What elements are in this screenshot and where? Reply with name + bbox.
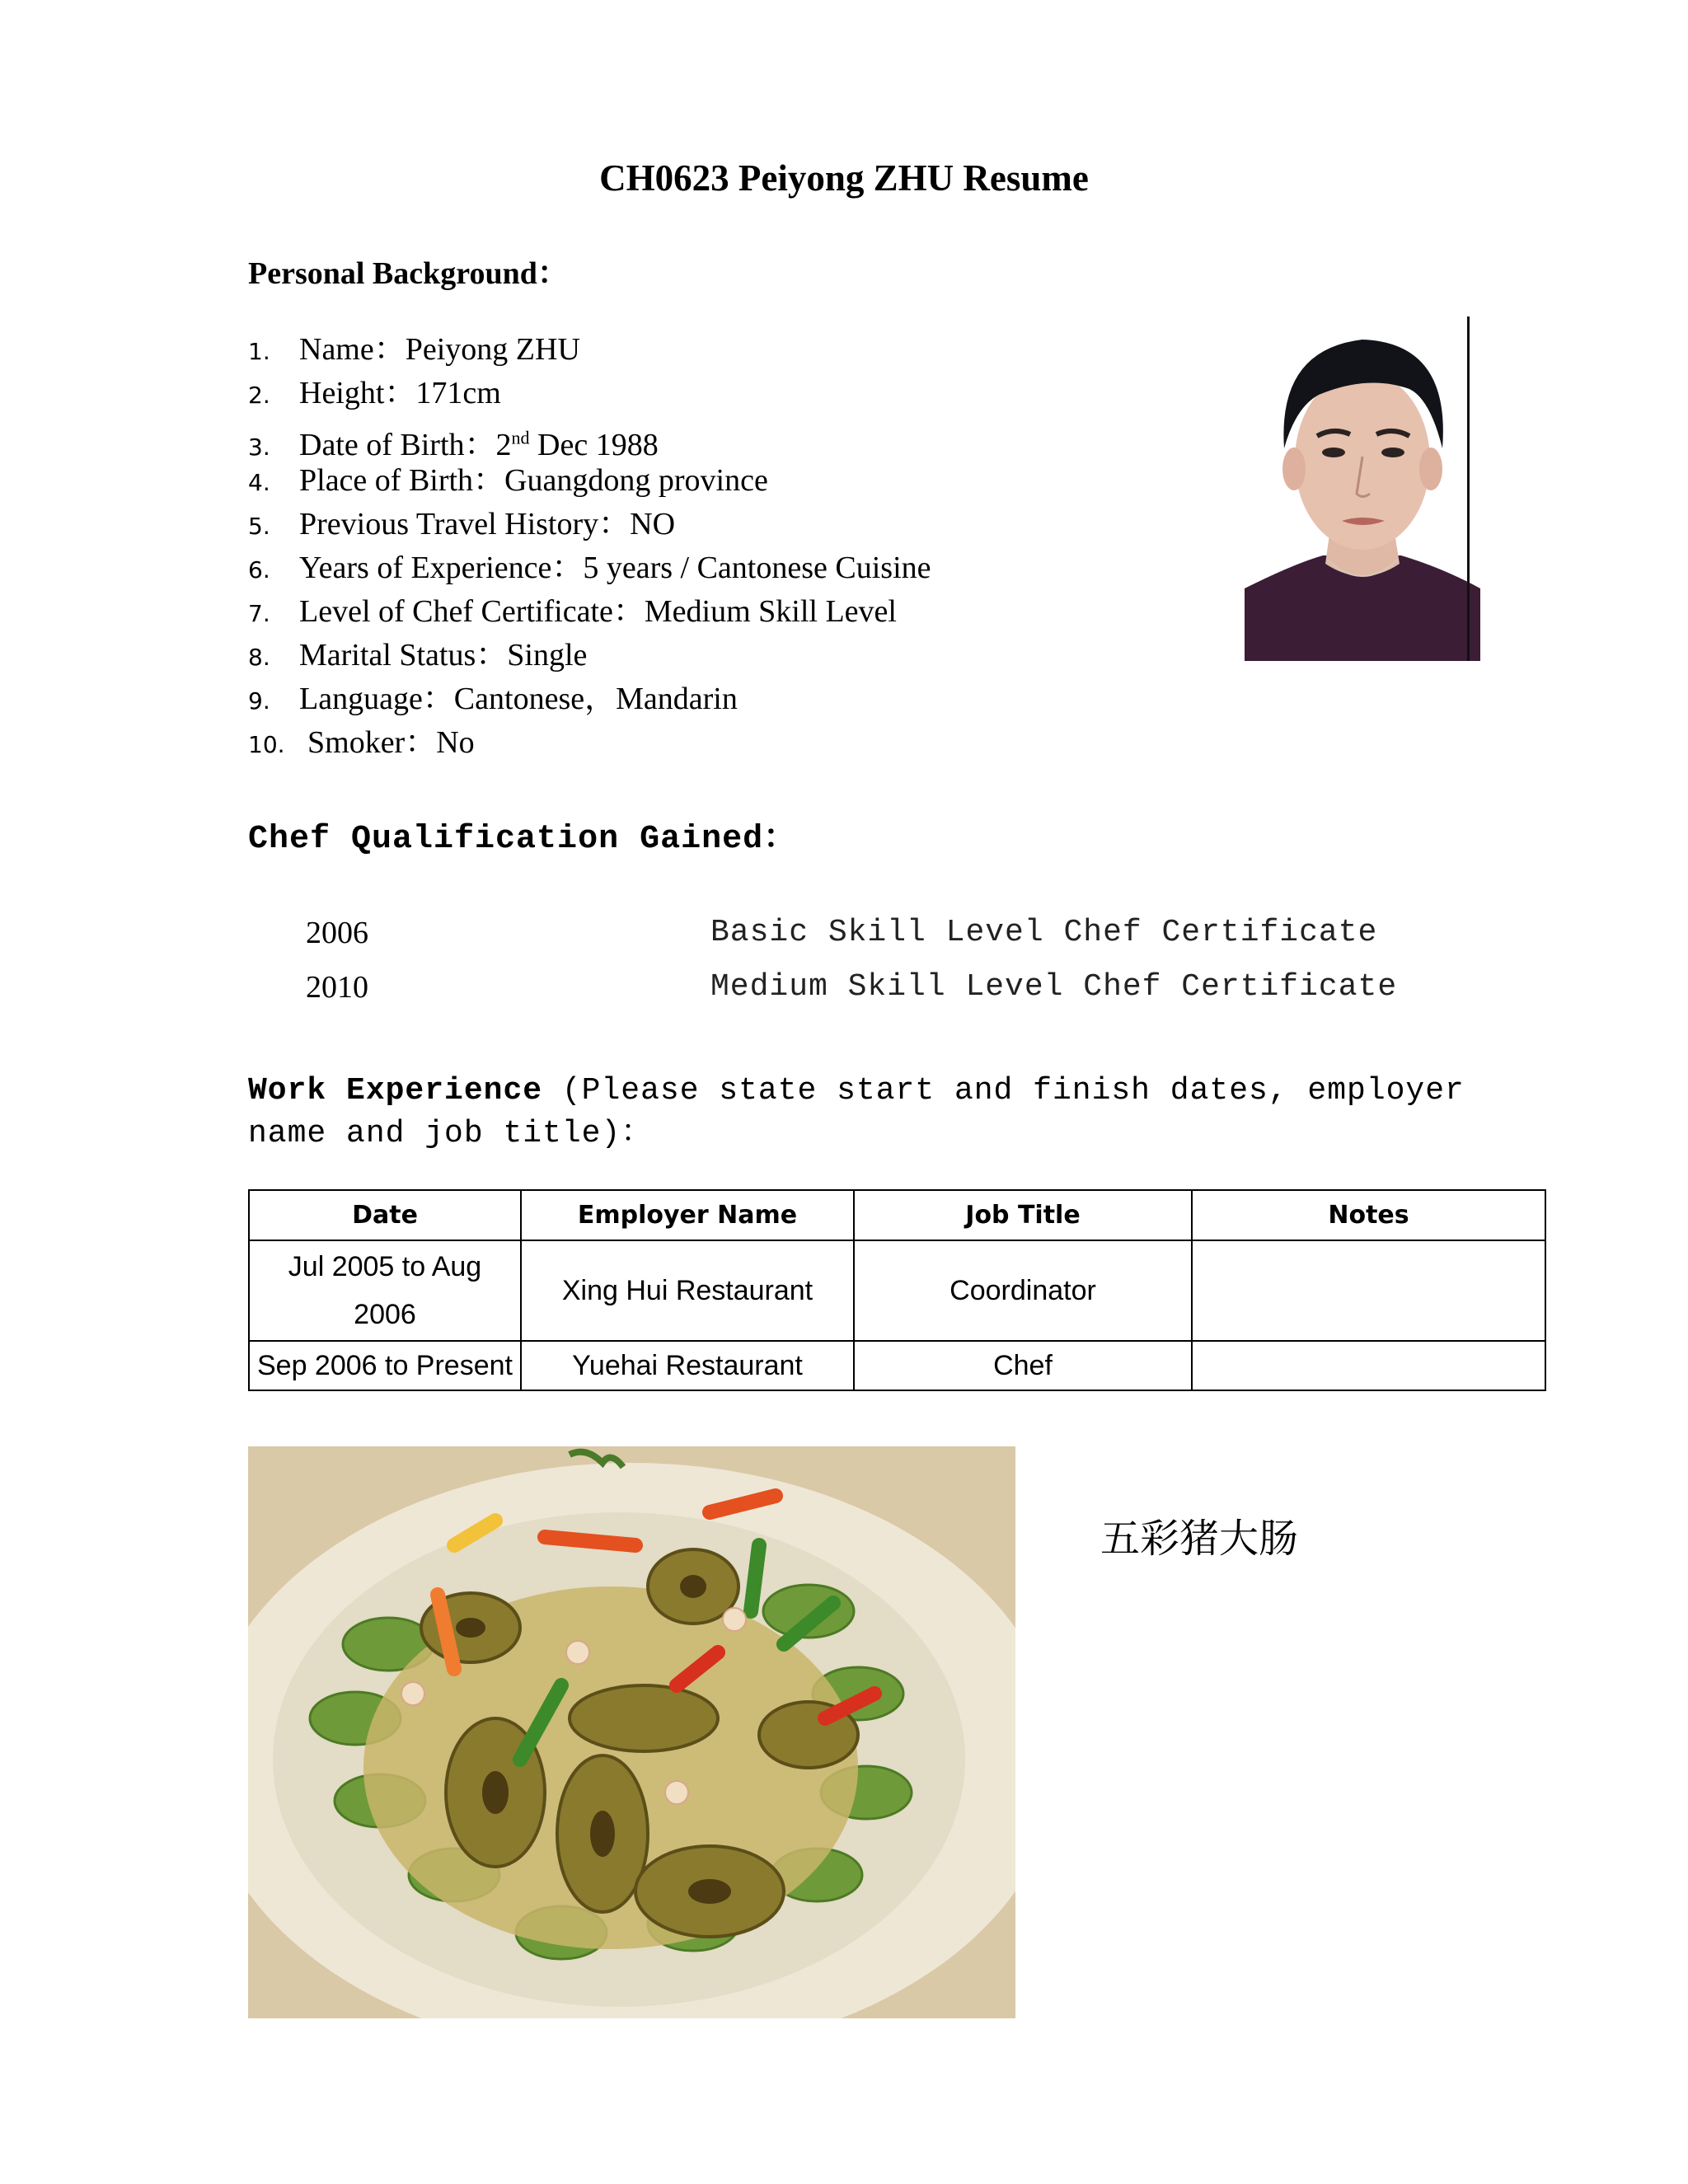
item-text: Date of Birth：2nd Dec 1988 [299,427,659,462]
cell-date: Jul 2005 to Aug 2006 [249,1240,521,1341]
item-number: 9. [248,687,270,715]
list-item [248,546,931,590]
qualification-year: 2006 [306,916,368,950]
cell-notes [1192,1341,1545,1390]
list-item [248,372,931,415]
item-text: Years of Experience：5 years / Cantonese Cuisine [299,551,931,585]
item-number: 5. [248,513,270,540]
list-item [248,415,931,462]
item-text: Marital Status：Single [299,638,588,673]
cell-notes [1192,1240,1545,1341]
cell-employer: Yuehai Restaurant [521,1341,854,1390]
column-header-job-title: Job Title [854,1190,1192,1240]
list-item [248,590,931,634]
table-row [249,1240,1545,1341]
item-number: 1. [248,338,270,365]
item-number: 6. [248,556,270,583]
item-text: Language：Cantonese，Mandarin [299,682,738,716]
work-table [248,1189,1546,1391]
item-text: Smoker：No [307,725,475,760]
item-number: 3. [248,433,270,461]
personal-heading: Personal Background： [248,256,569,291]
list-item [248,721,931,765]
qualification-heading: Chef Qualification Gained： [248,821,798,858]
list-item [248,677,931,721]
work-heading: Work Experience (Please state start and finish dates, employer name and job title)： [248,1073,1465,1151]
list-item [248,503,931,546]
cell-date: Sep 2006 to Present [249,1341,521,1390]
item-number: 2. [248,382,270,409]
dish-photo [248,1446,1015,2018]
list-item [248,328,931,372]
item-text: Level of Chef Certificate：Medium Skill Level [299,594,897,629]
cell-job-title: Chef [854,1341,1192,1390]
dish-name: 五彩猪大肠 [1100,1516,1299,1562]
page-title: CH0623 Peiyong ZHU Resume [599,157,1089,199]
list-item [248,459,931,503]
portrait-photo [1245,316,1480,661]
item-number: 8. [248,644,270,671]
qualification-description: Medium Skill Level Chef Certificate [710,969,1398,1005]
column-header-employer: Employer Name [521,1190,854,1240]
cell-job-title: Coordinator [854,1240,1192,1341]
personal-list [248,328,931,765]
column-header-notes: Notes [1192,1190,1545,1240]
item-text: Name：Peiyong ZHU [299,332,580,367]
cell-employer: Xing Hui Restaurant [521,1240,854,1341]
item-text: Previous Travel History：NO [299,507,676,541]
table-header-row [249,1190,1545,1240]
qualification-year: 2010 [306,970,368,1005]
photo-border-line [1467,316,1470,661]
item-text: Height：171cm [299,376,501,410]
column-header-date: Date [249,1190,521,1240]
item-number: 10. [248,731,285,758]
table-row [249,1341,1545,1390]
qualification-description: Basic Skill Level Chef Certificate [710,915,1378,950]
item-number: 7. [248,600,270,627]
item-text: Place of Birth：Guangdong province [299,463,768,498]
list-item [248,634,931,677]
item-number: 4. [248,469,270,496]
